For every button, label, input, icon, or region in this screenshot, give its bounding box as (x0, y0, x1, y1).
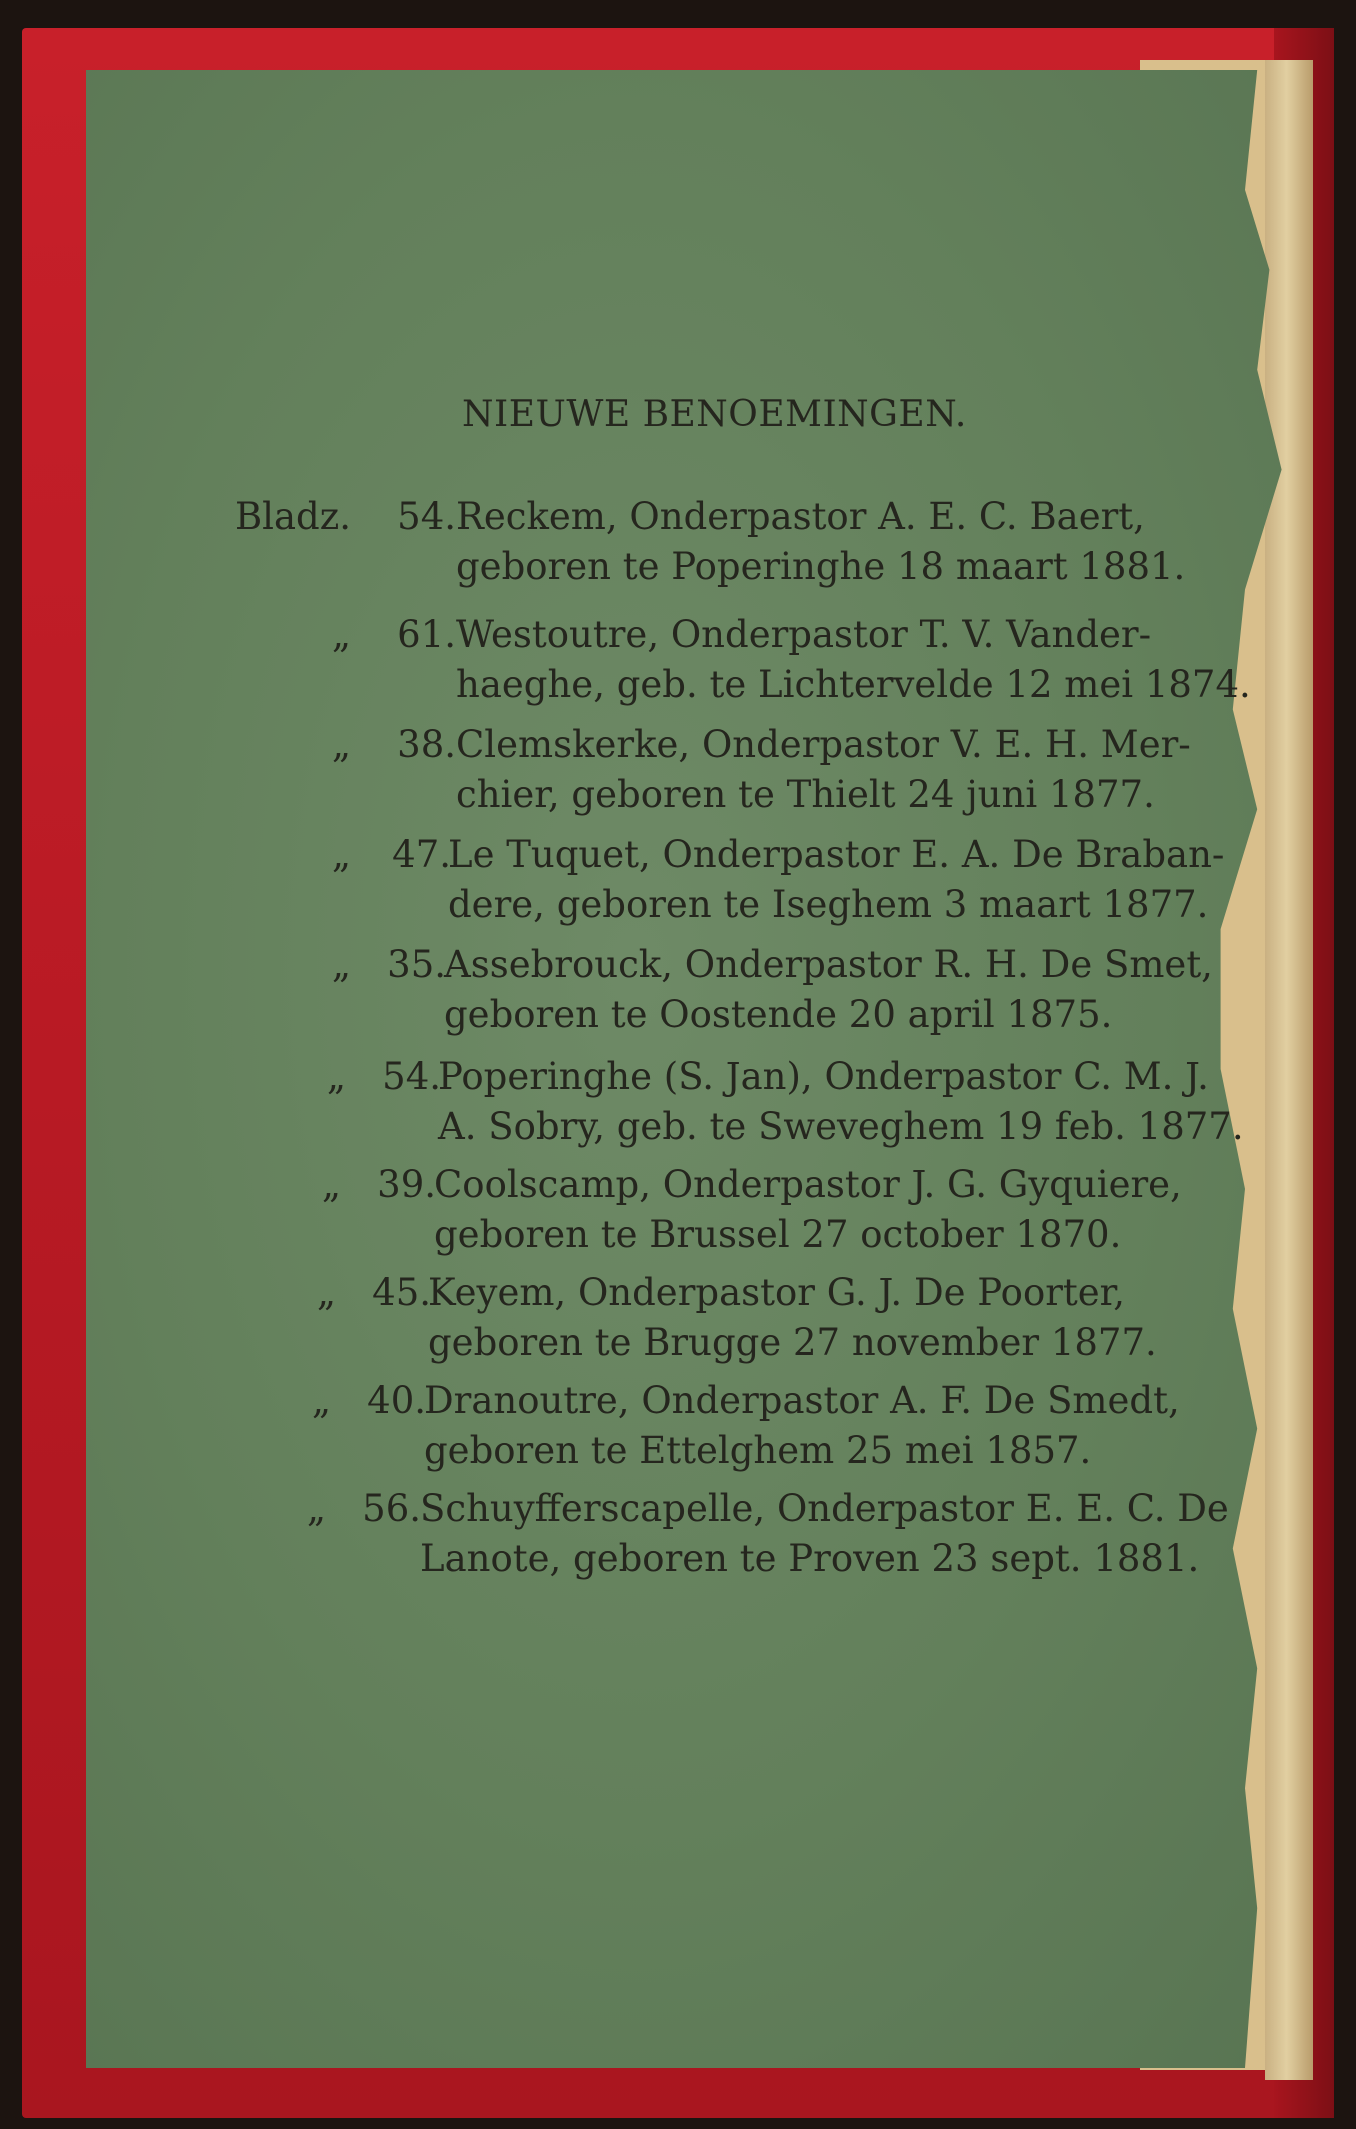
entry-line-1: Poperinghe (S. Jan), Onderpastor C. M. J. (438, 1055, 1209, 1098)
entry-page-number: 38. (397, 723, 456, 766)
entry-label: „ (331, 613, 351, 656)
entry-line-1: Assebrouck, Onderpastor R. H. De Smet, (444, 943, 1213, 986)
entry-label: „ (331, 723, 351, 766)
entry-line-2: geboren te Ettelghem 25 mei 1857. (424, 1429, 1092, 1472)
entry-label: „ (331, 943, 351, 986)
entry-text (456, 610, 1251, 710)
entry-text (434, 1160, 1182, 1260)
entry-line-2: Lanote, geboren te Proven 23 sept. 1881. (420, 1537, 1200, 1580)
entry-text (456, 492, 1185, 592)
entry-line-2: chier, geboren te Thielt 24 juni 1877. (456, 773, 1155, 816)
entry-text (438, 1052, 1244, 1152)
entry-page-number: 54. (397, 495, 456, 538)
entry-line-1: Reckem, Onderpastor A. E. C. Baert, (456, 495, 1145, 538)
entry-label: „ (306, 1487, 326, 1530)
entry-label: „ (326, 1055, 346, 1098)
entry-text (424, 1376, 1180, 1476)
entry-line-1: Coolscamp, Onderpastor J. G. Gyquiere, (434, 1163, 1182, 1206)
entry-line-1: Schuyfferscapelle, Onderpastor E. E. C. De (420, 1487, 1229, 1530)
entry-line-1: Le Tuquet, Onderpastor E. A. De Braban- (448, 833, 1225, 876)
entry-page-number: 45. (372, 1271, 431, 1314)
entry-page-number: 39. (377, 1163, 436, 1206)
entry-line-2: A. Sobry, geb. te Sweveghem 19 feb. 1877. (438, 1105, 1244, 1148)
entry-line-1: Clemskerke, Onderpastor V. E. H. Mer- (456, 723, 1191, 766)
entry-page-number: 54. (382, 1055, 441, 1098)
entry-label: „ (316, 1271, 336, 1314)
entry-page-number: 35. (387, 943, 446, 986)
entry-page-number: 61. (397, 613, 456, 656)
entry-line-1: Dranoutre, Onderpastor A. F. De Smedt, (424, 1379, 1180, 1422)
entry-page-number: 56. (362, 1487, 421, 1530)
entry-line-2: geboren te Brussel 27 october 1870. (434, 1213, 1122, 1256)
entry-text (456, 720, 1191, 820)
entry-label: „ (311, 1379, 331, 1422)
entry-text (420, 1484, 1229, 1584)
entry-page-number: 47. (392, 833, 451, 876)
entry-line-2: dere, geboren te Iseghem 3 maart 1877. (448, 883, 1209, 926)
entry-text (444, 940, 1213, 1040)
page-title: NIEUWE BENOEMINGEN. (462, 394, 967, 435)
entry-label: „ (321, 1163, 341, 1206)
entry-label: Bladz. (234, 495, 351, 538)
entry-line-2: haeghe, geb. te Lichtervelde 12 mei 1874. (456, 663, 1251, 706)
entry-line-2: geboren te Oostende 20 april 1875. (444, 993, 1113, 1036)
entry-text (428, 1268, 1157, 1368)
entry-text (448, 830, 1224, 930)
entry-line-1: Westoutre, Onderpastor T. V. Vander- (456, 613, 1152, 656)
entry-line-1: Keyem, Onderpastor G. J. De Poorter, (428, 1271, 1126, 1314)
entry-label: „ (331, 833, 351, 876)
entry-line-2: geboren te Brugge 27 november 1877. (428, 1321, 1157, 1364)
entry-page-number: 40. (367, 1379, 426, 1422)
entry-line-2: geboren te Poperinghe 18 maart 1881. (456, 545, 1186, 588)
